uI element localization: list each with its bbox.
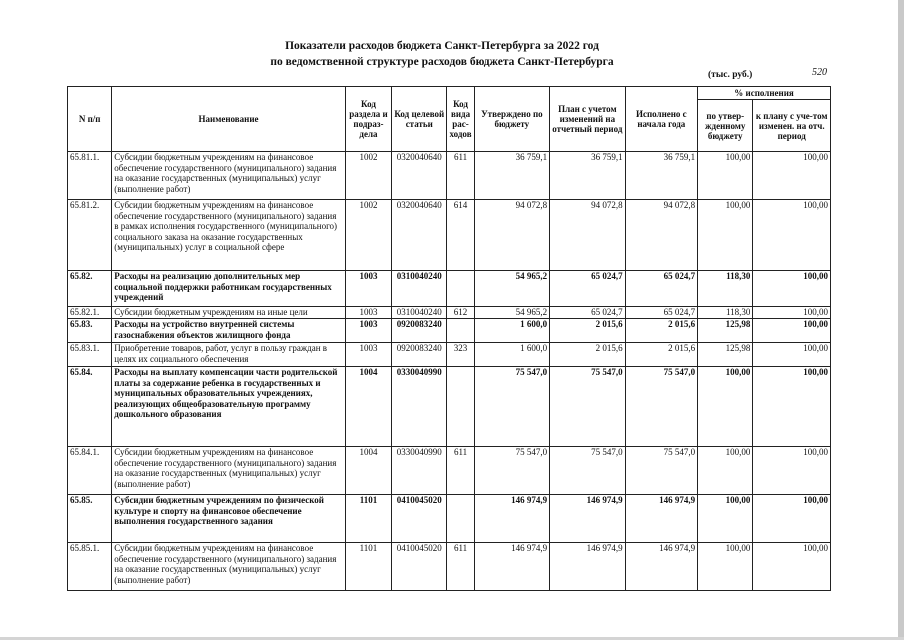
row-target-code: 0320040640 xyxy=(392,200,447,271)
row-number: 65.82.1. xyxy=(68,307,112,319)
row-number: 65.85. xyxy=(68,495,112,543)
row-expense-type-code: 323 xyxy=(447,343,474,367)
row-section-code: 1101 xyxy=(345,543,391,591)
row-expense-type-code xyxy=(447,319,474,343)
row-pct-plan: 100,00 xyxy=(753,367,831,447)
table-row xyxy=(68,367,831,447)
row-executed: 36 759,1 xyxy=(625,152,697,200)
row-name: Субсидии бюджетным учреждениям на финансовое обеспечение государственного (муниципального) задания в рамках исполнения государственного (муниципального) социального заказа на оказание государственных (муниципальных) услуг в социальной сфере xyxy=(112,200,346,271)
row-pct-approved: 100,00 xyxy=(698,447,753,495)
row-number: 65.82. xyxy=(68,271,112,307)
row-target-code: 0310040240 xyxy=(392,307,447,319)
row-pct-approved: 100,00 xyxy=(698,495,753,543)
header-plan: План с учетом изменений на отчетный период xyxy=(550,87,625,152)
row-name: Расходы на устройство внутренней системы газоснабжения объектов жилищного фонда xyxy=(112,319,346,343)
row-approved: 1 600,0 xyxy=(474,319,549,343)
row-plan: 65 024,7 xyxy=(550,271,625,307)
row-pct-approved: 125,98 xyxy=(698,343,753,367)
row-plan: 146 974,9 xyxy=(550,543,625,591)
header-target-code: Код целевой статьи xyxy=(392,87,447,152)
row-name: Расходы на реализацию дополнительных мер социальной поддержки работникам государственных учреждений xyxy=(112,271,346,307)
table-body xyxy=(68,152,831,591)
table-row xyxy=(68,447,831,495)
header-pct-plan: к плану с уче-том изменен. на отч. период xyxy=(753,100,831,152)
row-pct-plan: 100,00 xyxy=(753,543,831,591)
table-row xyxy=(68,152,831,200)
row-executed: 94 072,8 xyxy=(625,200,697,271)
table-row xyxy=(68,200,831,271)
row-name: Субсидии бюджетным учреждениям на финансовое обеспечение государственного (муниципального) задания на оказание государственных (муниципальных) услуг (выполнение работ) xyxy=(112,543,346,591)
row-pct-plan: 100,00 xyxy=(753,152,831,200)
row-plan: 75 547,0 xyxy=(550,447,625,495)
row-section-code: 1002 xyxy=(345,152,391,200)
budget-table xyxy=(67,86,831,591)
row-section-code: 1004 xyxy=(345,367,391,447)
table-row xyxy=(68,495,831,543)
row-expense-type-code xyxy=(447,367,474,447)
page-number: 520 xyxy=(812,67,827,78)
row-target-code: 0410045020 xyxy=(392,543,447,591)
row-expense-type-code: 612 xyxy=(447,307,474,319)
row-name: Субсидии бюджетным учреждениям на иные цели xyxy=(112,307,346,319)
row-expense-type-code: 611 xyxy=(447,543,474,591)
row-expense-type-code xyxy=(447,271,474,307)
row-approved: 94 072,8 xyxy=(474,200,549,271)
row-name: Расходы на выплату компенсации части родительской платы за содержание ребенка в государственных и муниципальных образовательных учреждениях, реализующих общеобразовательную программу дошкольного образования xyxy=(112,367,346,447)
row-target-code: 0330040990 xyxy=(392,367,447,447)
table-row xyxy=(68,343,831,367)
table-row xyxy=(68,543,831,591)
header-section-code: Код раздела и подраз-дела xyxy=(345,87,391,152)
row-pct-plan: 100,00 xyxy=(753,271,831,307)
row-pct-approved: 118,30 xyxy=(698,307,753,319)
row-executed: 75 547,0 xyxy=(625,367,697,447)
row-target-code: 0920083240 xyxy=(392,343,447,367)
row-approved: 1 600,0 xyxy=(474,343,549,367)
document-title-line1: Показатели расходов бюджета Санкт-Петербурга за 2022 год xyxy=(285,40,599,52)
table-row xyxy=(68,307,831,319)
row-pct-approved: 118,30 xyxy=(698,271,753,307)
row-section-code: 1101 xyxy=(345,495,391,543)
row-pct-plan: 100,00 xyxy=(753,200,831,271)
row-expense-type-code: 614 xyxy=(447,200,474,271)
row-executed: 65 024,7 xyxy=(625,271,697,307)
row-approved: 146 974,9 xyxy=(474,543,549,591)
row-pct-approved: 100,00 xyxy=(698,200,753,271)
row-pct-plan: 100,00 xyxy=(753,307,831,319)
row-approved: 146 974,9 xyxy=(474,495,549,543)
row-target-code: 0920083240 xyxy=(392,319,447,343)
row-approved: 54 965,2 xyxy=(474,271,549,307)
row-number: 65.81.2. xyxy=(68,200,112,271)
header-name: Наименование xyxy=(112,87,346,152)
row-section-code: 1003 xyxy=(345,307,391,319)
table-row xyxy=(68,319,831,343)
row-executed: 146 974,9 xyxy=(625,543,697,591)
header-approved: Утверждено по бюджету xyxy=(474,87,549,152)
row-pct-plan: 100,00 xyxy=(753,343,831,367)
row-number: 65.84.1. xyxy=(68,447,112,495)
row-section-code: 1003 xyxy=(345,319,391,343)
row-plan: 94 072,8 xyxy=(550,200,625,271)
scan-edge-right xyxy=(898,0,904,640)
units-label: (тыс. руб.) xyxy=(708,70,753,80)
row-pct-plan: 100,00 xyxy=(753,447,831,495)
row-plan: 65 024,7 xyxy=(550,307,625,319)
row-pct-approved: 100,00 xyxy=(698,367,753,447)
row-target-code: 0330040990 xyxy=(392,447,447,495)
row-pct-approved: 100,00 xyxy=(698,543,753,591)
row-number: 65.83.1. xyxy=(68,343,112,367)
row-plan: 2 015,6 xyxy=(550,343,625,367)
row-expense-type-code: 611 xyxy=(447,152,474,200)
header-num: N п/п xyxy=(68,87,112,152)
document-title-line2: по ведомственной структуре расходов бюджета Санкт-Петербурга xyxy=(270,56,614,68)
row-plan: 75 547,0 xyxy=(550,367,625,447)
row-target-code: 0310040240 xyxy=(392,271,447,307)
row-target-code: 0410045020 xyxy=(392,495,447,543)
row-plan: 36 759,1 xyxy=(550,152,625,200)
row-section-code: 1003 xyxy=(345,271,391,307)
row-section-code: 1004 xyxy=(345,447,391,495)
header-percent-group: % исполнения xyxy=(698,87,831,100)
row-expense-type-code xyxy=(447,495,474,543)
header-expense-type-code: Код вида рас-ходов xyxy=(447,87,474,152)
row-number: 65.85.1. xyxy=(68,543,112,591)
table-row xyxy=(68,271,831,307)
row-name: Приобретение товаров, работ, услуг в пользу граждан в целях их социального обеспечения xyxy=(112,343,346,367)
header-pct-approved: по утвер-жденному бюджету xyxy=(698,100,753,152)
row-approved: 54 965,2 xyxy=(474,307,549,319)
row-expense-type-code: 611 xyxy=(447,447,474,495)
row-section-code: 1003 xyxy=(345,343,391,367)
row-plan: 2 015,6 xyxy=(550,319,625,343)
row-target-code: 0320040640 xyxy=(392,152,447,200)
row-pct-plan: 100,00 xyxy=(753,495,831,543)
row-executed: 2 015,6 xyxy=(625,319,697,343)
row-number: 65.83. xyxy=(68,319,112,343)
row-pct-approved: 125,98 xyxy=(698,319,753,343)
row-name: Субсидии бюджетным учреждениям на финансовое обеспечение государственного (муниципального) задания на оказание государственных (муниципальных) услуг (выполнение работ) xyxy=(112,152,346,200)
header-executed: Исполнено с начала года xyxy=(625,87,697,152)
row-executed: 65 024,7 xyxy=(625,307,697,319)
row-executed: 146 974,9 xyxy=(625,495,697,543)
row-executed: 75 547,0 xyxy=(625,447,697,495)
row-approved: 75 547,0 xyxy=(474,447,549,495)
row-pct-plan: 100,00 xyxy=(753,319,831,343)
row-approved: 36 759,1 xyxy=(474,152,549,200)
row-pct-approved: 100,00 xyxy=(698,152,753,200)
row-plan: 146 974,9 xyxy=(550,495,625,543)
row-number: 65.84. xyxy=(68,367,112,447)
row-name: Субсидии бюджетным учреждениям по физической культуре и спорту на финансовое обеспечение выполнения государственного задания xyxy=(112,495,346,543)
row-section-code: 1002 xyxy=(345,200,391,271)
row-approved: 75 547,0 xyxy=(474,367,549,447)
row-name: Субсидии бюджетным учреждениям на финансовое обеспечение государственного (муниципального) задания на оказание государственных (муниципальных) услуг (выполнение работ) xyxy=(112,447,346,495)
row-number: 65.81.1. xyxy=(68,152,112,200)
row-executed: 2 015,6 xyxy=(625,343,697,367)
